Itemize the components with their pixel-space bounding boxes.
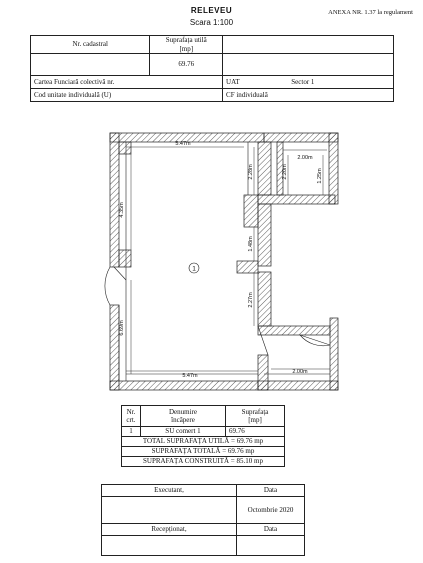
- area-label-line2: [mp]: [179, 44, 194, 53]
- cod-unitate-label: Cod unitate individuală (U): [31, 89, 223, 102]
- table-row: [122, 427, 285, 437]
- wall-bottom: [110, 381, 258, 390]
- wall-inner-bottom: [258, 326, 330, 335]
- col-nr-line2: crt.: [126, 416, 136, 424]
- area-value: 69.76: [150, 54, 223, 76]
- uat-value: Sector 1: [291, 77, 315, 86]
- entry-door-leaf: [114, 267, 126, 280]
- uat-label: UAT: [226, 77, 240, 86]
- col-area-line1: Suprafața: [241, 407, 269, 416]
- row-name: SU comert 1: [141, 427, 226, 437]
- col-area-header: [226, 406, 285, 427]
- wall-pilaster: [119, 250, 131, 267]
- wall-top-annex: [264, 133, 338, 142]
- wall-inner-lower: [258, 272, 271, 326]
- row-nr: 1: [122, 427, 141, 437]
- executant-label: Executant,: [102, 485, 237, 497]
- dim-inner-lower: 2.27m: [248, 292, 254, 308]
- wall-right-upper: [329, 133, 338, 204]
- wall-left-upper: [110, 133, 119, 267]
- col-name-header: [141, 406, 226, 427]
- document-title: RELEVEU: [190, 6, 233, 15]
- scale-label: Scara 1:100: [189, 18, 234, 27]
- dim-right: 1.25m: [317, 168, 323, 184]
- wall-inner-step: [258, 195, 335, 204]
- area-label-line1: Suprafața utilă: [165, 36, 207, 45]
- entry-door-arc: [105, 267, 110, 305]
- built-area: SUPRAFAȚA CONSTRUITĂ = 85.10 mp: [122, 457, 285, 467]
- annex-label: ANEXA NR. 1.37 la regulament: [328, 9, 413, 16]
- room-number: 1: [192, 265, 196, 273]
- cf-individuala-label: CF individuală: [223, 89, 394, 102]
- dim-left-upper: 4.35m: [119, 202, 125, 218]
- dim-annex-top: 2.00m: [297, 155, 313, 161]
- annex-door-leaf: [300, 335, 330, 345]
- dim-inner-upper: 2.28m: [248, 164, 254, 180]
- row-area: 69.76: [226, 427, 285, 437]
- wall-bottom-right: [258, 381, 338, 390]
- wall-column: [237, 261, 258, 273]
- receptionat-date-cell: [237, 536, 305, 556]
- data-label-1: Data: [237, 485, 305, 497]
- total-useful-area: TOTAL SUPRAFAȚA UTILĂ = 69.76 mp: [122, 437, 285, 447]
- total-area: SUPRAFAȚA TOTALĂ = 69.76 mp: [122, 447, 285, 457]
- col-name-line1: Denumire: [169, 407, 197, 416]
- col-nr-line1: Nr.: [126, 407, 136, 416]
- col-area-line2: [mp]: [248, 416, 262, 424]
- signature-table: [101, 484, 305, 556]
- wall-corner: [119, 142, 131, 154]
- wall-niche: [244, 195, 258, 227]
- carte-funciara-label: Cartea Funciară colectivă nr.: [31, 76, 223, 89]
- dim-bottom: 5.47m: [182, 373, 198, 379]
- receptionat-signature-cell: [102, 536, 237, 556]
- wall-inner-middle: [258, 204, 271, 266]
- dim-top: 5.47m: [175, 141, 191, 147]
- date-value: Octombrie 2020: [237, 497, 305, 524]
- dim-annex-bottom: 2.00m: [292, 369, 308, 375]
- dim-niche: 2.20m: [282, 164, 288, 180]
- rooms-table: [121, 405, 285, 467]
- executant-signature-cell: [102, 497, 237, 524]
- wall-inner-upper: [258, 142, 271, 195]
- nr-cadastral-label: Nr. cadastral: [31, 36, 150, 54]
- dim-inner-middle: 1.48m: [248, 236, 254, 252]
- receptionat-label: Recepționat,: [102, 524, 237, 536]
- data-label-2: Data: [237, 524, 305, 536]
- dim-left-lower: 6.69m: [119, 320, 125, 336]
- col-nr-header: [122, 406, 141, 427]
- wall-right-lower: [330, 318, 338, 390]
- wall-left-lower: [110, 305, 119, 390]
- col-name-line2: încăpere: [171, 416, 195, 424]
